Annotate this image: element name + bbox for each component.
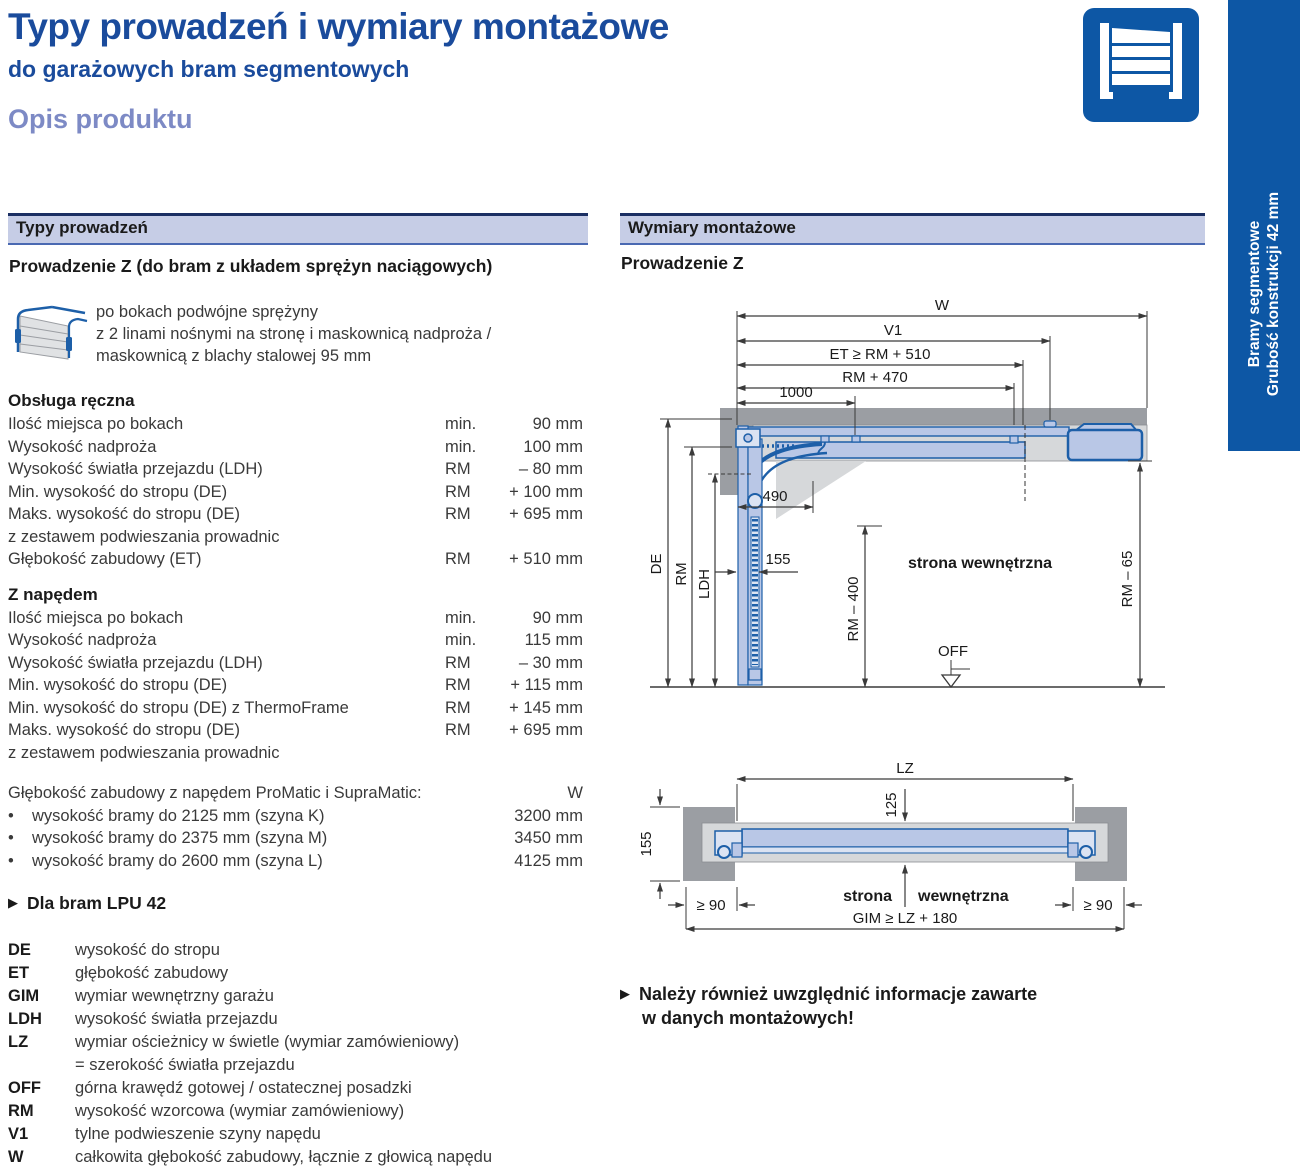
table-row: Głębokość zabudowy (ET) RM + 510 mm [8, 550, 583, 568]
dim-label-155: 155 [765, 551, 791, 568]
dim-label-gim: GIM ≥ LZ + 180 [852, 910, 958, 927]
table-row: z zestawem podwieszania prowadnic [8, 527, 280, 546]
z-track-door-icon [8, 299, 96, 374]
vertical-track [738, 426, 748, 685]
dim-label-ldh: LDH [696, 568, 713, 600]
section-title: Opis produktu [8, 104, 193, 134]
dim-label-rm400: RM – 400 [845, 576, 862, 642]
legend-item: V1 tylne podwieszenie szyny napędu [8, 1125, 321, 1143]
manual-title: Obsługa ręczna [8, 391, 135, 410]
mounting-z-heading: Prowadzenie Z [621, 253, 744, 273]
mounting-diagram-plan-view [620, 759, 1205, 949]
legend-item: RM wysokość wzorcowa (wymiar zamówieniowy) [8, 1102, 405, 1120]
dim-label-rm65: RM – 65 [1119, 550, 1136, 608]
off-label: OFF [938, 643, 968, 660]
depth-item: • wysokość bramy do 2600 mm (szyna L) 4125 mm [8, 851, 583, 870]
arrow-right-icon: ▶ [620, 986, 630, 1001]
legend-item: ET głębokość zabudowy [8, 964, 229, 982]
table-row: Wysokość nadproża min. 100 mm [8, 437, 583, 456]
manual-table [8, 413, 588, 571]
table-row: Ilość miejsca po bokach min. 90 mm [8, 415, 583, 433]
dim-label-lz: LZ [896, 760, 914, 777]
table-row: Min. wysokość do stropu (DE) z ThermoFrame RM + 145 mm [8, 698, 583, 717]
table-row: Wysokość nadproża min. 115 mm [8, 631, 583, 649]
dim-label-de: DE [648, 553, 665, 575]
table-row: Maks. wysokość do stropu (DE) RM + 695 mm [8, 505, 583, 523]
cable-drum [748, 494, 762, 508]
table-row: Maks. wysokość do stropu (DE) RM + 695 mm [8, 721, 583, 739]
floor-datum-icon [942, 675, 960, 687]
track-hanger [852, 436, 860, 442]
table-row: Ilość miejsca po bokach min. 90 mm [8, 608, 583, 627]
drive-title: Z napędem [8, 584, 98, 604]
inner-side-label-wewnetrzna: wewnętrzna [918, 888, 1009, 905]
table-row: Wysokość światła przejazdu (LDH) RM – 80 mm [8, 460, 583, 478]
track-hanger [1010, 436, 1018, 443]
inner-side-label: strona wewnętrzna [907, 555, 1053, 572]
dim-label-et: ET ≥ RM + 510 [829, 346, 931, 363]
legend-item: LDH wysokość światła przejazdu [8, 1010, 278, 1028]
section-bar-right: Wymiary montażowe [620, 213, 1205, 245]
roller-right [1080, 846, 1092, 858]
rear-suspension [1044, 421, 1056, 427]
dim-label-155-plan: 155 [638, 831, 655, 857]
arrow-right-icon: ▶ [8, 895, 18, 910]
column-guiding-types [8, 213, 588, 1169]
dim-label-ge90-left: ≥ 90 [696, 897, 726, 914]
page-subtitle: do garażowych bram segmentowych [8, 56, 410, 82]
intro-block [8, 299, 588, 374]
depth-item: • wysokość bramy do 2125 mm (szyna K) 3200 mm [8, 806, 583, 825]
roller-left [718, 846, 730, 858]
depth-header: Głębokość zabudowy z napędem ProMatic i SupraMatic: W [8, 784, 583, 802]
sectional-door-icon [1083, 8, 1199, 122]
drive-table [8, 607, 588, 765]
lpu-note: ▶ Dla bram LPU 42 [8, 893, 167, 913]
table-row: Wysokość światła przejazdu (LDH) RM – 30 mm [8, 653, 583, 672]
legend-item: W całkowita głębokość zabudowy, łącznie z głowicą napędu [8, 1148, 493, 1166]
legend-item: OFF górna krawędź gotowej / ostatecznej posadzki [8, 1079, 412, 1097]
guiding-z-heading: Prowadzenie Z (do bram z układem sprężyn naciągowych) [9, 256, 493, 276]
dim-label-rm: RM [673, 562, 690, 586]
edge-tab [1228, 0, 1300, 451]
legend [8, 939, 588, 1169]
ceiling [720, 408, 1147, 425]
legend-item: DE wysokość do stropu [8, 941, 220, 959]
section-bar-left: Typy prowadzeń [8, 213, 588, 245]
dim-label-w: W [934, 297, 950, 314]
mounting-diagram-side-view [620, 279, 1205, 709]
dim-label-1000: 1000 [779, 384, 813, 401]
dim-label-v1: V1 [883, 322, 903, 339]
table-row: Min. wysokość do stropu (DE) RM + 115 mm [8, 676, 583, 694]
dim-label-rm470: RM + 470 [842, 369, 908, 386]
table-row: Min. wysokość do stropu (DE) RM + 100 mm [8, 482, 583, 501]
dim-label-125: 125 [883, 792, 900, 818]
install-data-note: ▶ Należy również uwzględnić informacje zawarte w danych montażowych! [620, 984, 1038, 1028]
inner-side-label-strona: strona [843, 888, 892, 905]
depth-section [8, 782, 588, 872]
legend-item: GIM wymiar wewnętrzny garażu [8, 987, 274, 1005]
intro-text: po bokach podwójne sprężyny z 2 linami nośnymi na stronę i maskownicą nadproża / maskownicą z blachy stalowej 95 mm [96, 303, 492, 365]
edge-tab-line2: Grubość konstrukcji 42 mm [1265, 191, 1282, 397]
door-leaf-plan [742, 829, 1068, 847]
dim-label-ge90-right: ≥ 90 [1083, 897, 1113, 914]
depth-item: • wysokość bramy do 2375 mm (szyna M) 3450 mm [8, 829, 583, 847]
page-title: Typy prowadzeń i wymiary montażowe [8, 6, 669, 47]
column-mounting-dimensions [620, 213, 1205, 1030]
table-row: z zestawem podwieszania prowadnic [8, 743, 280, 762]
legend-item: LZ wymiar ościeżnicy w świetle (wymiar zamówieniowy) = szerokość światła przejazdu [8, 1033, 460, 1074]
edge-tab-line1: Bramy segmentowe [1246, 220, 1263, 368]
operator-head [1068, 430, 1142, 460]
dim-label-490: 490 [762, 488, 788, 505]
